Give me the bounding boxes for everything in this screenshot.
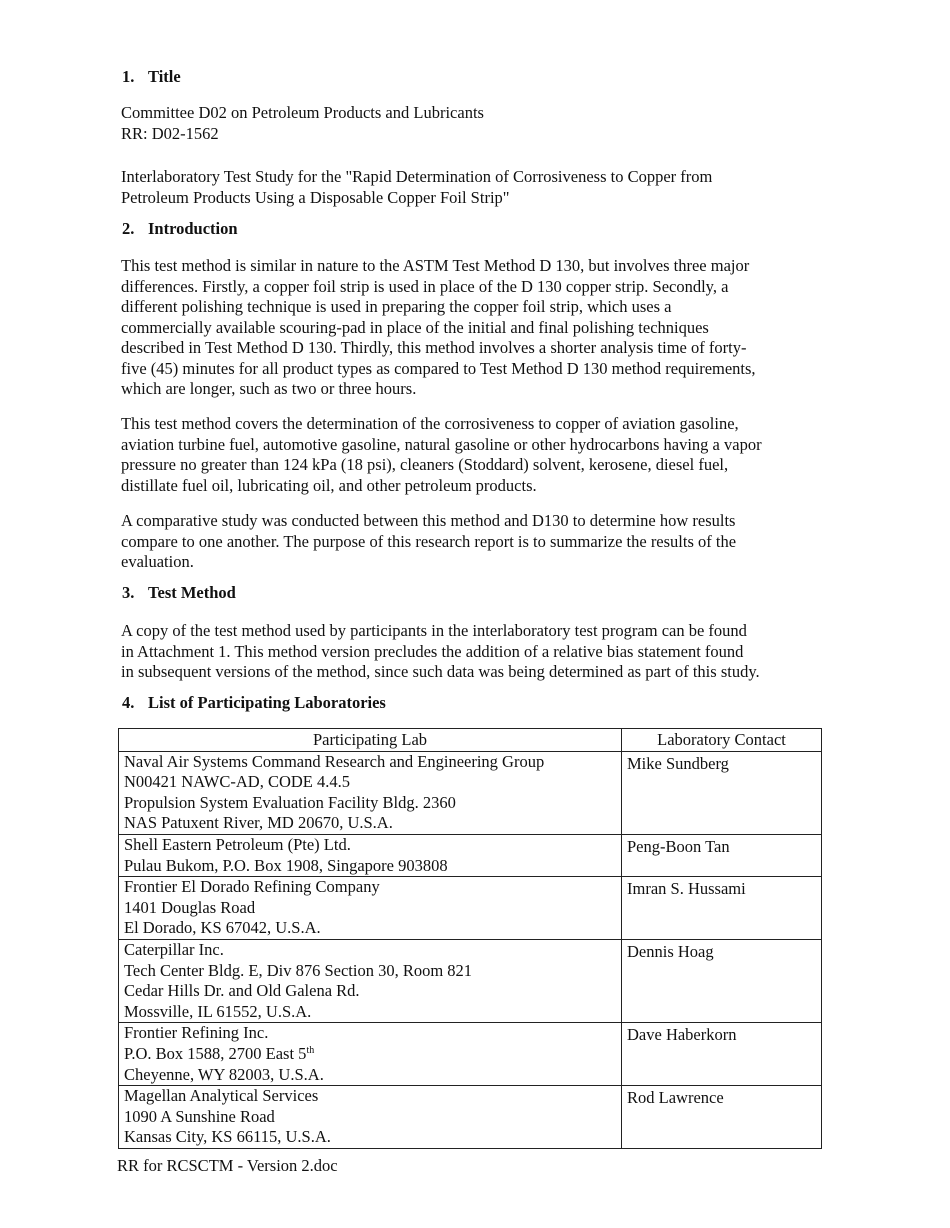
lab-line-text: P.O. Box 1588, 2700 East 5: [124, 1043, 307, 1063]
lab-cell: [119, 877, 622, 940]
text-line: different polishing technique is used in preparing the copper foil strip, which uses a: [121, 297, 672, 316]
lab-line: NAS Patuxent River, MD 20670, U.S.A.: [124, 813, 393, 833]
section-number: 1.: [122, 67, 135, 86]
text-line: RR: D02-1562: [121, 123, 219, 143]
lab-line: Frontier El Dorado Refining Company: [124, 877, 380, 897]
introduction-paragraph-3: [121, 511, 821, 573]
lab-line: Mossville, IL 61552, U.S.A.: [124, 1001, 312, 1021]
column-header-contact: Laboratory Contact: [622, 729, 822, 752]
section-heading-text: Title: [148, 67, 181, 86]
contact-cell: Peng-Boon Tan: [622, 834, 822, 876]
committee-block: [121, 103, 821, 144]
lab-cell: [119, 939, 622, 1022]
text-line: commercially available scouring-pad in place of the initial and final polishing techniques: [121, 317, 709, 337]
text-line: Petroleum Products Using a Disposable Copper Foil Strip": [121, 187, 510, 207]
text-line: aviation turbine fuel, automotive gasoline, natural gasoline or other hydrocarbons having a vapor: [121, 434, 762, 454]
table-header-row: [119, 729, 822, 752]
lab-line: Shell Eastern Petroleum (Pte) Ltd.: [124, 834, 351, 854]
lab-line: Tech Center Bldg. E, Div 876 Section 30, Room 821: [124, 960, 473, 980]
study-title-block: [121, 167, 821, 208]
section-heading-text: List of Participating Laboratories: [148, 693, 386, 712]
text-line: which are longer, such as two or three hours.: [121, 379, 417, 398]
table-row: [119, 1023, 822, 1086]
lab-cell: [119, 1023, 622, 1086]
section-heading-text: Test Method: [148, 583, 236, 602]
lab-line: Magellan Analytical Services: [124, 1086, 319, 1106]
lab-line: Pulau Bukom, P.O. Box 1908, Singapore 903808: [124, 855, 448, 875]
text-line: pressure no greater than 124 kPa (18 psi), cleaners (Stoddard) solvent, kerosene, diesel fuel,: [121, 455, 729, 474]
section-test-method-heading: [122, 583, 236, 603]
text-line: A copy of the test method used by participants in the interlaboratory test program can be found: [121, 621, 747, 640]
introduction-paragraph-2: [121, 414, 821, 496]
contact-cell: Imran S. Hussami: [622, 877, 822, 940]
text-line: in subsequent versions of the method, since such data was being determined as part of this study.: [121, 662, 760, 681]
lab-line: Naval Air Systems Command Research and Engineering Group: [124, 751, 545, 771]
table-row: [119, 1086, 822, 1149]
lab-line: N00421 NAWC-AD, CODE 4.4.5: [124, 772, 350, 792]
lab-cell: [119, 751, 622, 834]
column-header-lab: Participating Lab: [119, 729, 622, 752]
lab-line: Cedar Hills Dr. and Old Galena Rd.: [124, 981, 360, 1001]
contact-cell: Dennis Hoag: [622, 939, 822, 1022]
contact-cell: Dave Haberkorn: [622, 1023, 822, 1086]
text-line: Interlaboratory Test Study for the "Rapid Determination of Corrosiveness to Copper from: [121, 167, 713, 186]
text-line: differences. Firstly, a copper foil strip is used in place of the D 130 copper strip. Secondly, a: [121, 276, 729, 296]
section-heading-text: Introduction: [148, 219, 238, 238]
lab-line: Propulsion System Evaluation Facility Bldg. 2360: [124, 792, 456, 812]
section-number: 2.: [122, 219, 135, 238]
lab-line: Frontier Refining Inc.: [124, 1023, 269, 1043]
section-number: 3.: [122, 583, 135, 602]
contact-cell: Mike Sundberg: [622, 751, 822, 834]
text-line: five (45) minutes for all product types as compared to Test Method D 130 method requirements,: [121, 358, 756, 378]
participating-labs-table: [118, 728, 822, 1149]
ordinal-superscript: th: [306, 1044, 315, 1056]
text-line: This test method is similar in nature to the ASTM Test Method D 130, but involves three major: [121, 256, 750, 275]
lab-line: 1401 Douglas Road: [124, 897, 256, 917]
contact-cell: Rod Lawrence: [622, 1086, 822, 1149]
table-row: [119, 834, 822, 876]
text-line: in Attachment 1. This method version precludes the addition of a relative bias statement found: [121, 641, 744, 661]
lab-line: El Dorado, KS 67042, U.S.A.: [124, 918, 321, 938]
lab-line: Caterpillar Inc.: [124, 939, 224, 959]
text-line: Committee D02 on Petroleum Products and Lubricants: [121, 103, 484, 122]
section-title-heading: [122, 67, 181, 87]
text-line: distillate fuel oil, lubricating oil, and other petroleum products.: [121, 475, 537, 495]
text-line: described in Test Method D 130. Thirdly, this method involves a shorter analysis time of forty-: [121, 338, 747, 357]
text-line: compare to one another. The purpose of this research report is to summarize the results of the: [121, 531, 737, 551]
lab-line: Cheyenne, WY 82003, U.S.A.: [124, 1064, 324, 1084]
test-method-paragraph: [121, 621, 821, 683]
document-footer: RR for RCSCTM - Version 2.doc: [117, 1156, 338, 1175]
text-line: This test method covers the determination of the corrosiveness to copper of aviation gasoline,: [121, 414, 739, 433]
text-line: A comparative study was conducted between this method and D130 to determine how results: [121, 511, 736, 530]
table-row: [119, 939, 822, 1022]
lab-line: Kansas City, KS 66115, U.S.A.: [124, 1127, 331, 1147]
lab-cell: [119, 834, 622, 876]
table-row: [119, 877, 822, 940]
text-line: evaluation.: [121, 552, 194, 571]
section-introduction-heading: [122, 219, 238, 239]
lab-cell: [119, 1086, 622, 1149]
table-row: [119, 751, 822, 834]
section-number: 4.: [122, 693, 135, 712]
section-labs-heading: [122, 693, 386, 713]
introduction-paragraph-1: [121, 256, 821, 400]
lab-line: 1090 A Sunshine Road: [124, 1106, 275, 1126]
lab-line-with-superscript: [124, 1044, 616, 1065]
